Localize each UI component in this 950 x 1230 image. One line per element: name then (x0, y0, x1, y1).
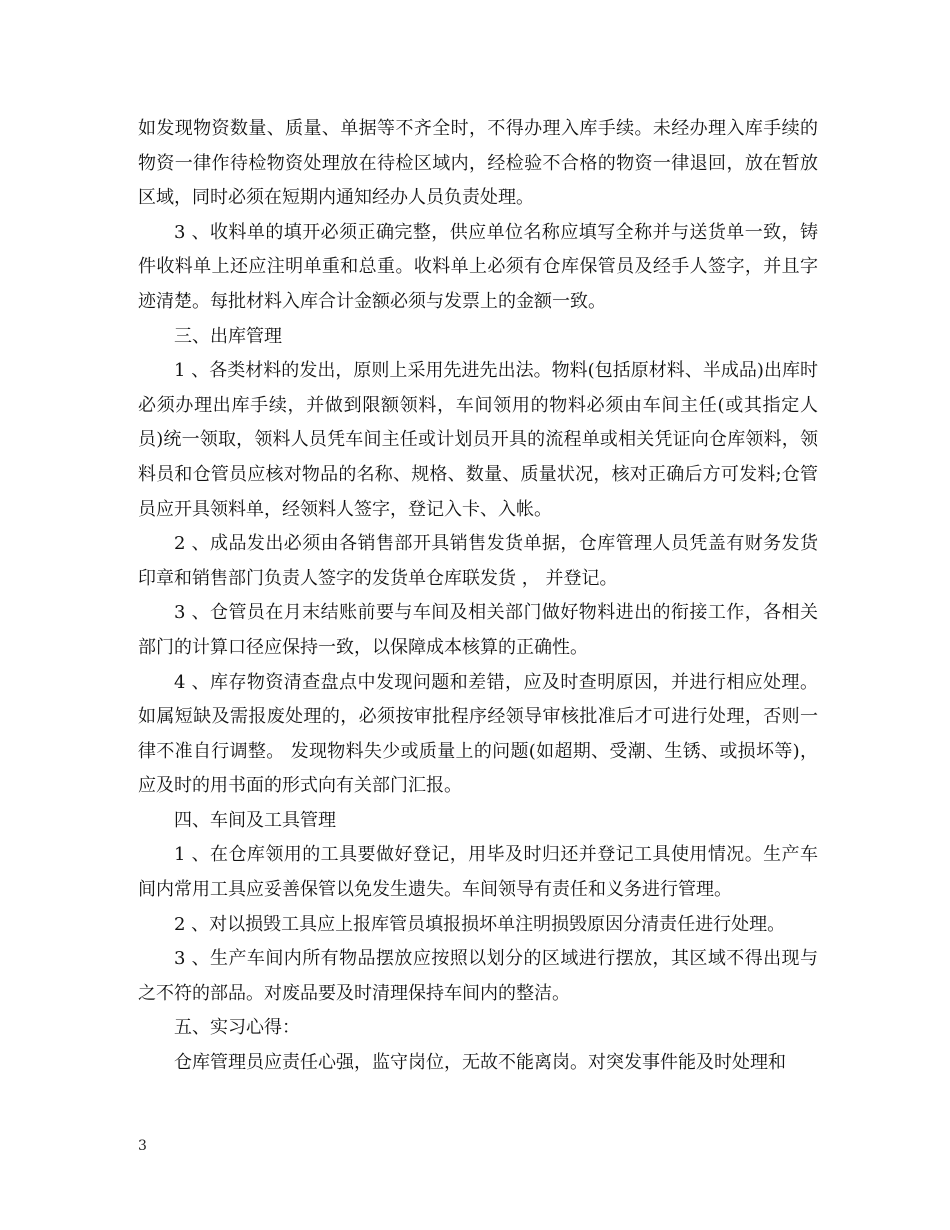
paragraph: 1 、各类材料的发出，原则上采用先进先出法。物料(包括原材料、半成品)出库时必须办理出库手续，并做到限额领料，车间领用的物料必须由车间主任(或其指定人员)统一领取，领料人员凭车间主任或计划员开具的流程单或相关凭证向仓库领料，领料员和仓管员应核对物品的名称、规格、数量、质量状况，核对正确后方可发料;仓管员应开具领料单，经领料人签字，登记入卡、入帐。 (138, 360, 818, 520)
paragraph: 4 、库存物资清查盘点中发现问题和差错，应及时查明原因，并进行相应处理。如属短缺及需报废处理的，必须按审批程序经领导审核批准后才可进行处理，否则一律不准自行调整。 发现物料失少或质量上的问题(如超期、受潮、生锈、或损坏等)，应及时的用书面的形式向有关部门汇报。 (138, 671, 818, 797)
paragraph: 2 、对以损毁工具应上报库管员填报损坏单注明损毁原因分清责任进行处理。 (174, 913, 786, 935)
paragraph: 如发现物资数量、质量、单据等不齐全时，不得办理入库手续。未经办理入库手续的物资一律作待检物资处理放在待检区域内，经检验不合格的物资一律退回，放在暂放区域，同时必须在短期内通知经办人员负责处理。 (138, 118, 818, 209)
paragraph: 3 、收料单的填开必须正确完整，供应单位名称应填写全称并与送货单一致，铸件收料单上还应注明单重和总重。收料单上必须有仓库保管员及经手人签字，并且字迹清楚。每批材料入库合计金额必须与发票上的金额一致。 (138, 221, 818, 312)
paragraph: 三、出库管理 (174, 325, 282, 347)
document-body (138, 112, 818, 1081)
paragraph: 四、车间及工具管理 (174, 809, 336, 831)
paragraph: 五、实习心得： (174, 1017, 300, 1039)
paragraph: 3 、仓管员在月末结账前要与车间及相关部门做好物料进出的衔接工作，各相关部门的计算口径应保持一致，以保障成本核算的正确性。 (138, 602, 818, 658)
paragraph: 3 、生产车间内所有物品摆放应按照以划分的区域进行摆放，其区域不得出现与之不符的部品。对废品要及时清理保持车间内的整洁。 (138, 948, 818, 1004)
page-number: 3 (138, 1138, 147, 1154)
paragraph: 1 、在仓库领用的工具要做好登记，用毕及时归还并登记工具使用情况。生产车间内常用工具应妥善保管以免发生遗失。车间领导有责任和义务进行管理。 (138, 844, 818, 901)
paragraph: 仓库管理员应责任心强，监守岗位，无故不能离岗。对突发事件能及时处理和 (174, 1052, 786, 1074)
paragraph: 2 、成品发出必须由各销售部开具销售发货单据，仓库管理人员凭盖有财务发货印章和销售部门负责人签字的发货单仓库联发货 ， 并登记。 (138, 533, 818, 589)
